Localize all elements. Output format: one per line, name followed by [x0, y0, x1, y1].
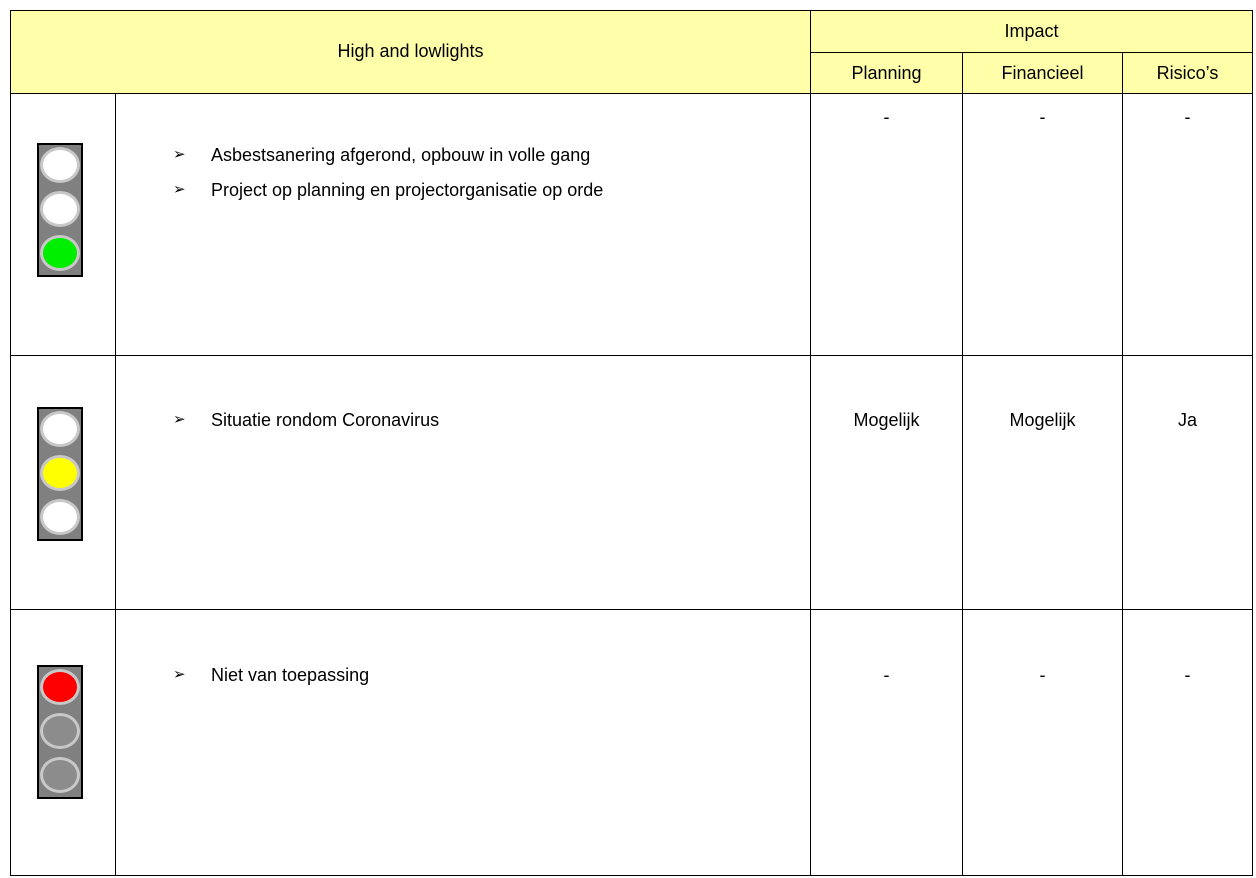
impact-column-border	[810, 11, 811, 875]
header-bottom-border	[11, 93, 1252, 94]
list-item: ➢ Situatie rondom Coronavirus	[173, 410, 440, 430]
row-2-items	[173, 409, 439, 444]
traffic-light-icon	[37, 143, 83, 277]
row-3-items	[173, 664, 369, 699]
traffic-light-lamp-icon	[40, 235, 80, 271]
financieel-column-border	[1122, 52, 1123, 875]
list-item: ➢ Niet van toepassing	[173, 665, 370, 685]
row-divider-2	[11, 609, 1252, 610]
header-title: High and lowlights	[337, 41, 484, 61]
list-item: ➢ Project op planning en projectorganisatie op orde	[173, 180, 604, 200]
traffic-light-icon	[37, 665, 83, 799]
traffic-light-lamp-icon	[40, 669, 80, 705]
traffic-light-lamp-icon	[40, 147, 80, 183]
row-3-financieel: -	[1039, 665, 1046, 685]
list-item: ➢ Asbestsanering afgerond, opbouw in volle gang	[173, 145, 591, 165]
arrow-bullet-icon: ➢	[173, 146, 186, 163]
row-1-risicos: -	[1184, 107, 1191, 127]
header-financieel: Financieel	[1001, 63, 1084, 83]
row-2-risicos: Ja	[1177, 410, 1197, 430]
traffic-light-lamp-icon	[40, 713, 80, 749]
planning-column-border	[962, 52, 963, 875]
row-3-planning: -	[883, 665, 890, 685]
arrow-bullet-icon: ➢	[173, 411, 186, 428]
traffic-light-icon	[37, 407, 83, 541]
row-2-planning: Mogelijk	[853, 410, 920, 430]
row-2-financieel: Mogelijk	[1009, 410, 1076, 430]
row-divider-1	[11, 355, 1252, 356]
arrow-bullet-icon: ➢	[173, 181, 186, 198]
header-planning: Planning	[851, 63, 922, 83]
row-1-items	[173, 144, 603, 214]
traffic-light-lamp-icon	[40, 191, 80, 227]
row-3-risicos: -	[1184, 665, 1191, 685]
arrow-bullet-icon: ➢	[173, 666, 186, 683]
highlights-table	[10, 10, 1253, 876]
status-column-border	[115, 93, 116, 875]
traffic-light-lamp-icon	[40, 499, 80, 535]
impact-divider	[810, 52, 1252, 53]
header-risicos: Risico’s	[1156, 63, 1219, 83]
traffic-light-lamp-icon	[40, 757, 80, 793]
traffic-light-lamp-icon	[40, 411, 80, 447]
row-1-planning: -	[883, 107, 890, 127]
traffic-light-lamp-icon	[40, 455, 80, 491]
header-impact: Impact	[1004, 21, 1059, 41]
row-1-financieel: -	[1039, 107, 1046, 127]
